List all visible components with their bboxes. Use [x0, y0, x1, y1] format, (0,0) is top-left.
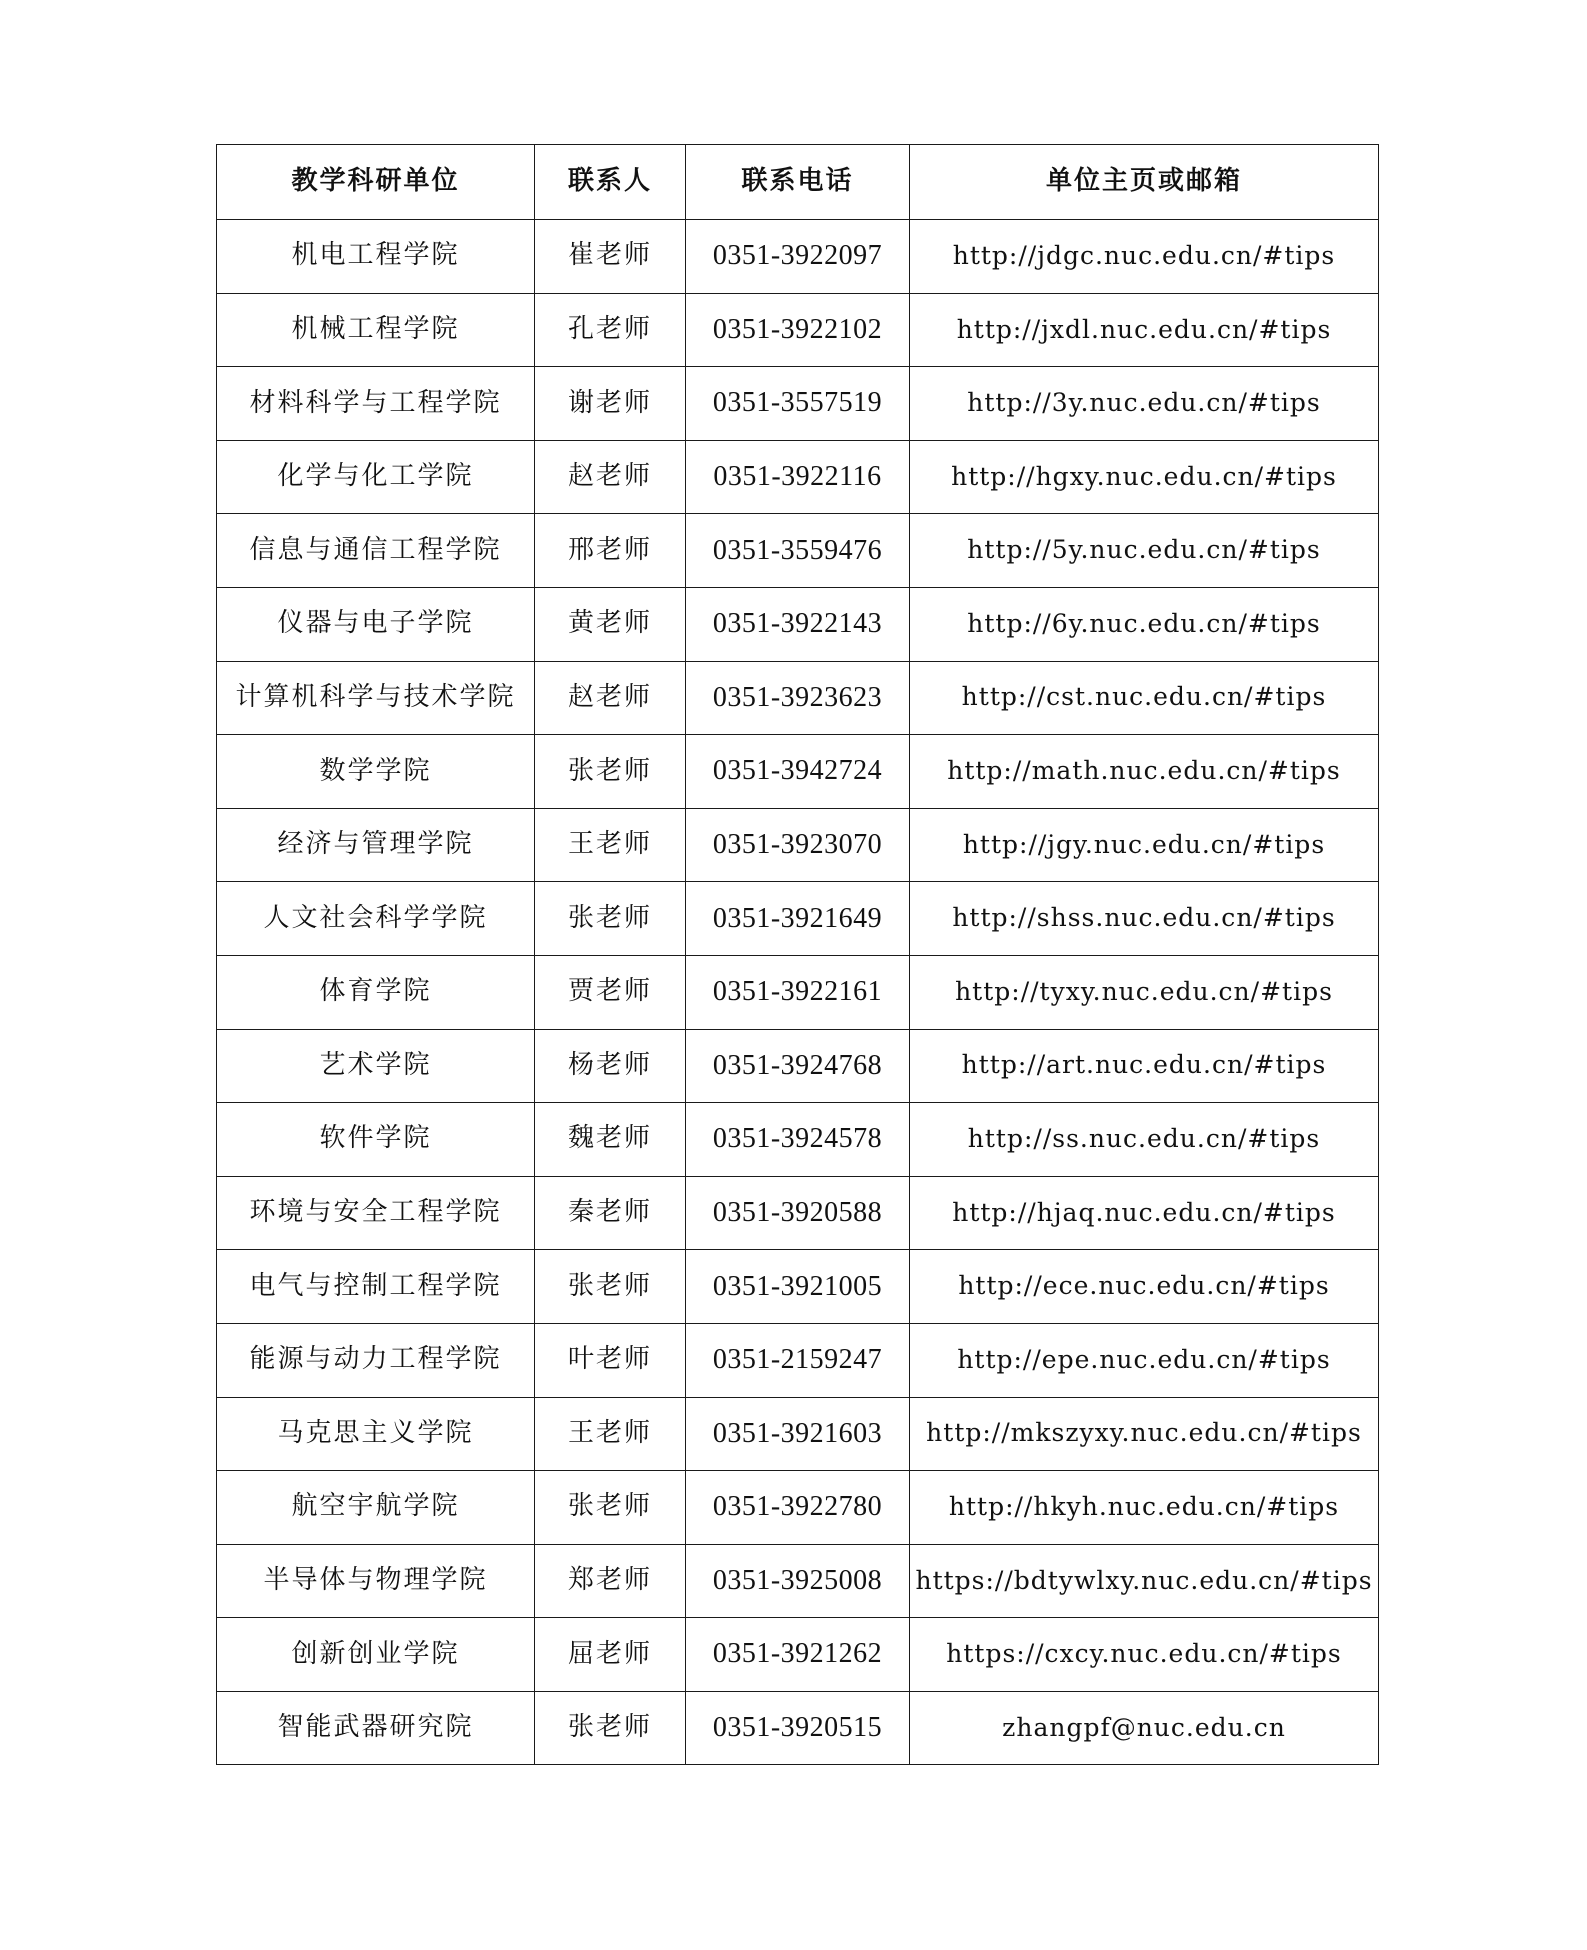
unit-cell: 信息与通信工程学院: [217, 514, 535, 588]
website-cell: http://hjaq.nuc.edu.cn/#tips: [910, 1176, 1379, 1250]
unit-cell: 软件学院: [217, 1103, 535, 1177]
phone-cell: 0351-3924578: [686, 1103, 910, 1177]
website-cell: http://6y.nuc.edu.cn/#tips: [910, 587, 1379, 661]
contact-cell: 王老师: [535, 1397, 686, 1471]
unit-cell: 数学学院: [217, 735, 535, 809]
website-cell: http://hkyh.nuc.edu.cn/#tips: [910, 1471, 1379, 1545]
table-body: [217, 220, 1379, 1765]
contact-cell: 屈老师: [535, 1618, 686, 1692]
table-row: [217, 808, 1379, 882]
website-cell: http://art.nuc.edu.cn/#tips: [910, 1029, 1379, 1103]
table-header-row: [217, 145, 1379, 220]
phone-cell: 0351-3922116: [686, 440, 910, 514]
contact-cell: 贾老师: [535, 955, 686, 1029]
phone-cell: 0351-3921005: [686, 1250, 910, 1324]
website-cell: http://tyxy.nuc.edu.cn/#tips: [910, 955, 1379, 1029]
website-cell: http://ece.nuc.edu.cn/#tips: [910, 1250, 1379, 1324]
contact-cell: 魏老师: [535, 1103, 686, 1177]
unit-cell: 机电工程学院: [217, 220, 535, 294]
unit-cell: 机械工程学院: [217, 293, 535, 367]
phone-cell: 0351-3942724: [686, 735, 910, 809]
website-cell: zhangpf@nuc.edu.cn: [910, 1691, 1379, 1765]
unit-cell: 化学与化工学院: [217, 440, 535, 514]
contact-cell: 秦老师: [535, 1176, 686, 1250]
table-row: [217, 1323, 1379, 1397]
website-cell: http://jgy.nuc.edu.cn/#tips: [910, 808, 1379, 882]
header-contact: 联系人: [535, 145, 686, 220]
phone-cell: 0351-3922161: [686, 955, 910, 1029]
contact-cell: 崔老师: [535, 220, 686, 294]
table-row: [217, 587, 1379, 661]
unit-cell: 航空宇航学院: [217, 1471, 535, 1545]
table-row: [217, 1029, 1379, 1103]
table-row: [217, 1471, 1379, 1545]
contact-cell: 黄老师: [535, 587, 686, 661]
unit-cell: 体育学院: [217, 955, 535, 1029]
website-cell: http://5y.nuc.edu.cn/#tips: [910, 514, 1379, 588]
unit-cell: 电气与控制工程学院: [217, 1250, 535, 1324]
table-row: [217, 220, 1379, 294]
contact-cell: 张老师: [535, 1691, 686, 1765]
unit-cell: 创新创业学院: [217, 1618, 535, 1692]
phone-cell: 0351-3922097: [686, 220, 910, 294]
website-cell: http://jxdl.nuc.edu.cn/#tips: [910, 293, 1379, 367]
table-row: [217, 367, 1379, 441]
website-cell: https://bdtywlxy.nuc.edu.cn/#tips: [910, 1544, 1379, 1618]
phone-cell: 0351-2159247: [686, 1323, 910, 1397]
phone-cell: 0351-3559476: [686, 514, 910, 588]
table-row: [217, 661, 1379, 735]
header-phone: 联系电话: [686, 145, 910, 220]
contact-cell: 张老师: [535, 1250, 686, 1324]
contact-cell: 王老师: [535, 808, 686, 882]
website-cell: http://hgxy.nuc.edu.cn/#tips: [910, 440, 1379, 514]
website-cell: https://cxcy.nuc.edu.cn/#tips: [910, 1618, 1379, 1692]
contact-cell: 杨老师: [535, 1029, 686, 1103]
table-row: [217, 1544, 1379, 1618]
phone-cell: 0351-3921262: [686, 1618, 910, 1692]
contact-cell: 邢老师: [535, 514, 686, 588]
website-cell: http://jdgc.nuc.edu.cn/#tips: [910, 220, 1379, 294]
header-website: 单位主页或邮箱: [910, 145, 1379, 220]
unit-cell: 能源与动力工程学院: [217, 1323, 535, 1397]
table-row: [217, 1103, 1379, 1177]
phone-cell: 0351-3923623: [686, 661, 910, 735]
table-row: [217, 514, 1379, 588]
phone-cell: 0351-3920588: [686, 1176, 910, 1250]
contact-cell: 孔老师: [535, 293, 686, 367]
unit-cell: 仪器与电子学院: [217, 587, 535, 661]
table-row: [217, 293, 1379, 367]
contact-cell: 张老师: [535, 882, 686, 956]
unit-cell: 半导体与物理学院: [217, 1544, 535, 1618]
contact-cell: 张老师: [535, 1471, 686, 1545]
contact-cell: 张老师: [535, 735, 686, 809]
phone-cell: 0351-3921603: [686, 1397, 910, 1471]
table-row: [217, 735, 1379, 809]
phone-cell: 0351-3925008: [686, 1544, 910, 1618]
unit-cell: 计算机科学与技术学院: [217, 661, 535, 735]
table-row: [217, 955, 1379, 1029]
phone-cell: 0351-3557519: [686, 367, 910, 441]
table-row: [217, 1176, 1379, 1250]
website-cell: http://shss.nuc.edu.cn/#tips: [910, 882, 1379, 956]
website-cell: http://mkszyxy.nuc.edu.cn/#tips: [910, 1397, 1379, 1471]
contact-cell: 谢老师: [535, 367, 686, 441]
phone-cell: 0351-3922143: [686, 587, 910, 661]
phone-cell: 0351-3920515: [686, 1691, 910, 1765]
table-row: [217, 1691, 1379, 1765]
header-unit: 教学科研单位: [217, 145, 535, 220]
unit-cell: 艺术学院: [217, 1029, 535, 1103]
table-row: [217, 440, 1379, 514]
unit-cell: 经济与管理学院: [217, 808, 535, 882]
phone-cell: 0351-3923070: [686, 808, 910, 882]
contact-table: [216, 144, 1379, 1765]
unit-cell: 智能武器研究院: [217, 1691, 535, 1765]
website-cell: http://math.nuc.edu.cn/#tips: [910, 735, 1379, 809]
unit-cell: 材料科学与工程学院: [217, 367, 535, 441]
table-row: [217, 1250, 1379, 1324]
website-cell: http://epe.nuc.edu.cn/#tips: [910, 1323, 1379, 1397]
website-cell: http://3y.nuc.edu.cn/#tips: [910, 367, 1379, 441]
contact-cell: 赵老师: [535, 440, 686, 514]
contact-cell: 郑老师: [535, 1544, 686, 1618]
unit-cell: 马克思主义学院: [217, 1397, 535, 1471]
table-row: [217, 1397, 1379, 1471]
table-row: [217, 1618, 1379, 1692]
website-cell: http://ss.nuc.edu.cn/#tips: [910, 1103, 1379, 1177]
phone-cell: 0351-3921649: [686, 882, 910, 956]
contact-cell: 赵老师: [535, 661, 686, 735]
phone-cell: 0351-3922780: [686, 1471, 910, 1545]
website-cell: http://cst.nuc.edu.cn/#tips: [910, 661, 1379, 735]
phone-cell: 0351-3922102: [686, 293, 910, 367]
unit-cell: 环境与安全工程学院: [217, 1176, 535, 1250]
phone-cell: 0351-3924768: [686, 1029, 910, 1103]
table-row: [217, 882, 1379, 956]
unit-cell: 人文社会科学学院: [217, 882, 535, 956]
contact-cell: 叶老师: [535, 1323, 686, 1397]
